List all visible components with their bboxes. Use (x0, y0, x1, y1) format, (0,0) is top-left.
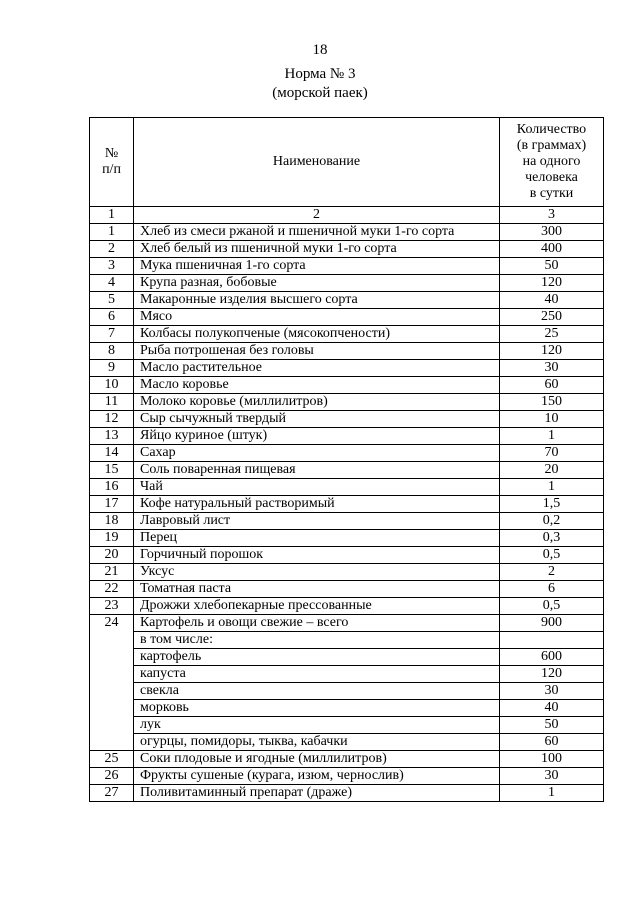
row-quantity: 10 (500, 411, 604, 428)
table-index-row (90, 207, 604, 224)
row-quantity: 30 (500, 768, 604, 785)
row-name: Рыба потрошеная без головы (134, 343, 500, 360)
row-quantity: 0,5 (500, 547, 604, 564)
row-number: 17 (90, 496, 134, 513)
row-name: Перец (134, 530, 500, 547)
row-number: 5 (90, 292, 134, 309)
index-col-1: 1 (90, 207, 134, 224)
row-name: Соки плодовые и ягодные (миллилитров) (134, 751, 500, 768)
row-name: Мука пшеничная 1-го сорта (134, 258, 500, 275)
table-row (90, 564, 604, 581)
row-name: Чай (134, 479, 500, 496)
row-number: 21 (90, 564, 134, 581)
row-number (90, 666, 134, 683)
row-name: Сахар (134, 445, 500, 462)
row-quantity: 1 (500, 428, 604, 445)
row-quantity: 100 (500, 751, 604, 768)
row-number: 27 (90, 785, 134, 802)
row-number: 6 (90, 309, 134, 326)
row-number: 11 (90, 394, 134, 411)
row-name: Картофель и овощи свежие – всего (134, 615, 500, 632)
table-row (90, 768, 604, 785)
row-number: 19 (90, 530, 134, 547)
row-name: Сыр сычужный твердый (134, 411, 500, 428)
table-row (90, 785, 604, 802)
table-sub-row (90, 649, 604, 666)
row-name: Мясо (134, 309, 500, 326)
table-row (90, 462, 604, 479)
row-quantity: 50 (500, 717, 604, 734)
row-number: 10 (90, 377, 134, 394)
row-name: Хлеб белый из пшеничной муки 1-го сорта (134, 241, 500, 258)
ration-table (89, 117, 604, 802)
row-quantity: 900 (500, 615, 604, 632)
row-quantity: 60 (500, 377, 604, 394)
table-row (90, 751, 604, 768)
row-name: Уксус (134, 564, 500, 581)
row-name: Томатная паста (134, 581, 500, 598)
row-name: Крупа разная, бобовые (134, 275, 500, 292)
row-number (90, 734, 134, 751)
table-row (90, 513, 604, 530)
row-number (90, 632, 134, 649)
page-number: 18 (312, 42, 328, 58)
row-quantity: 0,3 (500, 530, 604, 547)
table-row (90, 411, 604, 428)
norm-subtitle: (морской паек) (272, 85, 368, 101)
table-row (90, 258, 604, 275)
row-name: Лавровый лист (134, 513, 500, 530)
row-quantity: 2 (500, 564, 604, 581)
table-sub-row (90, 734, 604, 751)
table-row (90, 326, 604, 343)
row-number: 7 (90, 326, 134, 343)
table-row (90, 377, 604, 394)
row-name: капуста (134, 666, 500, 683)
row-number: 3 (90, 258, 134, 275)
row-name: Масло растительное (134, 360, 500, 377)
row-name: морковь (134, 700, 500, 717)
row-name: свекла (134, 683, 500, 700)
row-quantity: 30 (500, 360, 604, 377)
row-number: 4 (90, 275, 134, 292)
row-name: Макаронные изделия высшего сорта (134, 292, 500, 309)
row-quantity: 400 (500, 241, 604, 258)
table-row (90, 309, 604, 326)
row-name: Масло коровье (134, 377, 500, 394)
row-name: Хлеб из смеси ржаной и пшеничной муки 1-го сорта (134, 224, 500, 241)
row-quantity: 120 (500, 275, 604, 292)
row-name: Молоко коровье (миллилитров) (134, 394, 500, 411)
document-title-block (0, 65, 640, 103)
row-number (90, 683, 134, 700)
row-quantity (500, 632, 604, 649)
row-quantity: 70 (500, 445, 604, 462)
row-quantity: 120 (500, 666, 604, 683)
row-number: 26 (90, 768, 134, 785)
index-col-2: 2 (134, 207, 500, 224)
row-number (90, 717, 134, 734)
row-name: Фрукты сушеные (курага, изюм, чернослив) (134, 768, 500, 785)
row-number: 20 (90, 547, 134, 564)
row-quantity: 40 (500, 700, 604, 717)
header-num: № п/п (90, 118, 134, 207)
row-quantity: 1 (500, 785, 604, 802)
table-row (90, 394, 604, 411)
row-quantity: 0,2 (500, 513, 604, 530)
row-name: Горчичный порошок (134, 547, 500, 564)
header-quantity: Количество (в граммах) на одного человека в сутки (500, 118, 604, 207)
row-quantity: 600 (500, 649, 604, 666)
table-row (90, 547, 604, 564)
header-name: Наименование (134, 118, 500, 207)
index-col-3: 3 (500, 207, 604, 224)
row-number: 13 (90, 428, 134, 445)
row-name: Яйцо куриное (штук) (134, 428, 500, 445)
table-row (90, 241, 604, 258)
row-number: 18 (90, 513, 134, 530)
row-quantity: 0,5 (500, 598, 604, 615)
row-quantity: 60 (500, 734, 604, 751)
row-quantity: 300 (500, 224, 604, 241)
row-quantity: 150 (500, 394, 604, 411)
row-name: лук (134, 717, 500, 734)
table-row (90, 445, 604, 462)
row-quantity: 50 (500, 258, 604, 275)
table-row (90, 360, 604, 377)
row-number: 25 (90, 751, 134, 768)
table-sub-row (90, 666, 604, 683)
row-name: Соль поваренная пищевая (134, 462, 500, 479)
row-number (90, 649, 134, 666)
table-row (90, 598, 604, 615)
row-quantity: 30 (500, 683, 604, 700)
row-name: Поливитаминный препарат (драже) (134, 785, 500, 802)
table-row (90, 292, 604, 309)
row-number: 22 (90, 581, 134, 598)
row-name: Кофе натуральный растворимый (134, 496, 500, 513)
row-name: картофель (134, 649, 500, 666)
row-number: 23 (90, 598, 134, 615)
table-sub-row (90, 717, 604, 734)
row-number: 2 (90, 241, 134, 258)
row-quantity: 250 (500, 309, 604, 326)
row-number: 15 (90, 462, 134, 479)
table-row (90, 224, 604, 241)
row-quantity: 1,5 (500, 496, 604, 513)
row-number: 12 (90, 411, 134, 428)
table-row (90, 343, 604, 360)
row-number: 24 (90, 615, 134, 632)
row-name: Дрожжи хлебопекарные прессованные (134, 598, 500, 615)
row-number: 14 (90, 445, 134, 462)
table-sub-row (90, 700, 604, 717)
table-row (90, 496, 604, 513)
table-row (90, 479, 604, 496)
table-row (90, 615, 604, 632)
table-body (90, 224, 604, 802)
table-header-row (90, 118, 604, 207)
row-number: 1 (90, 224, 134, 241)
row-name: Колбасы полукопченые (мясокопчености) (134, 326, 500, 343)
table-row (90, 275, 604, 292)
row-quantity: 20 (500, 462, 604, 479)
table-sub-row (90, 632, 604, 649)
row-number: 16 (90, 479, 134, 496)
table-row (90, 428, 604, 445)
table-sub-row (90, 683, 604, 700)
table-row (90, 581, 604, 598)
row-quantity: 120 (500, 343, 604, 360)
row-quantity: 6 (500, 581, 604, 598)
row-name: в том числе: (134, 632, 500, 649)
row-number (90, 700, 134, 717)
row-quantity: 40 (500, 292, 604, 309)
row-number: 9 (90, 360, 134, 377)
row-name: огурцы, помидоры, тыква, кабачки (134, 734, 500, 751)
row-quantity: 25 (500, 326, 604, 343)
row-quantity: 1 (500, 479, 604, 496)
row-number: 8 (90, 343, 134, 360)
norm-title: Норма № 3 (284, 66, 356, 82)
table-row (90, 530, 604, 547)
